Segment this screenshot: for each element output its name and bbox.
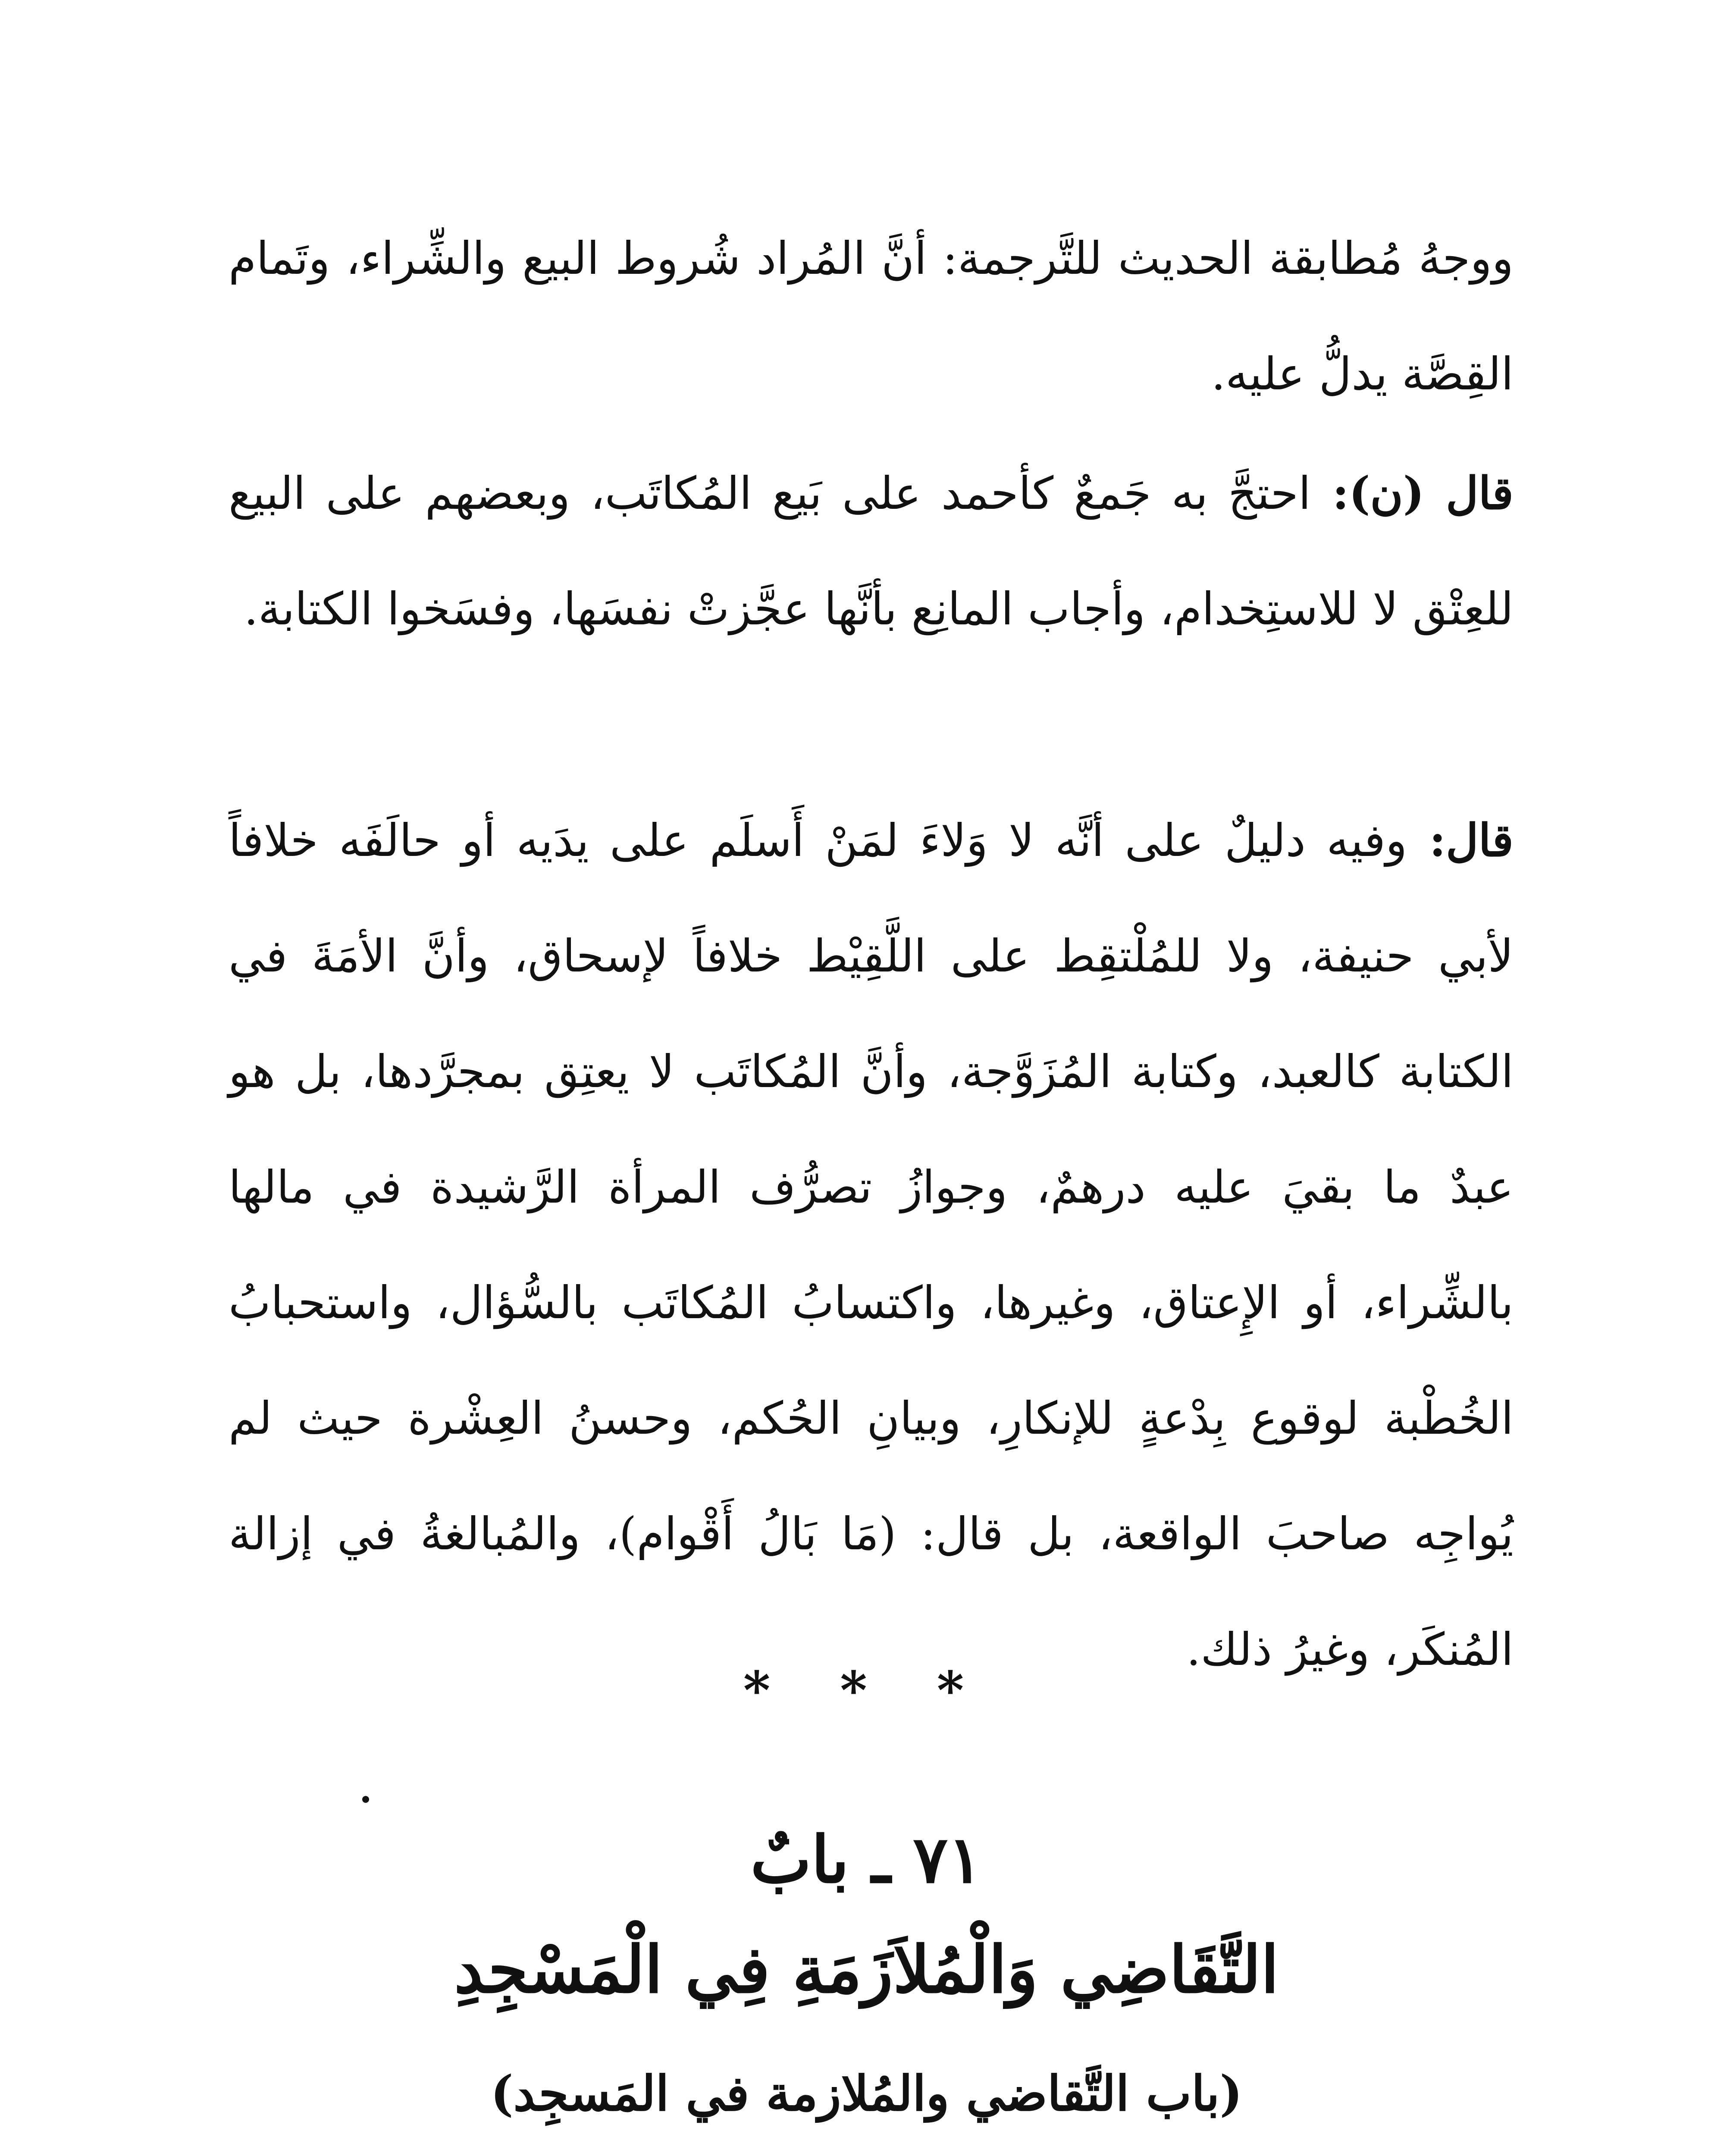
chapter-subtitle: (باب التَّقاضي والمُلازمة في المَسجِد) — [490, 2065, 1243, 2122]
paragraph-text: احتجَّ به جَمعٌ كأحمد على بَيع المُكاتَب، وبعضهم على البيع للعِتْق لا للاستِخدام، وأجاب المانِع بأنَّها عجَّزتْ نفسَها، وفسَخوا الكتابة. — [229, 467, 1514, 635]
paragraph-lead: قال: — [1407, 814, 1514, 867]
paragraph-3 — [229, 783, 1514, 1707]
chapter-title: التَّقَاضِي وَالْمُلاَزَمَةِ فِي الْمَسْجِدِ — [454, 1932, 1279, 2008]
paragraph-text: ووجهُ مُطابقة الحديث للتَّرجمة: أنَّ المُراد شُروط البيع والشِّراء، وتَمام القِصَّة يدلُّ عليه. — [229, 232, 1514, 400]
paragraph-2 — [229, 436, 1514, 667]
paragraph-lead: قال (ن): — [1310, 467, 1514, 520]
paragraph-text: وفيه دليلٌ على أنَّه لا وَلاءَ لمَنْ أَسلَم على يدَيه أو حالَفَه خلافاً لأبي حنيفة، ولا للمُلْتقِط على اللَّقِيْط خلافاً لإسحاق، وأنَّ الأمَةَ في الكتابة كالعبد، وكتابة المُزَوَّجة، وأنَّ المُكاتَب لا يعتِق بمجرَّدها، بل هو عبدٌ ما بقيَ عليه درهمٌ، وجوازُ تصرُّف المرأة الرَّشيدة في مالها بالشِّراء، أو الإِعتاق، وغيرها، واكتسابُ المُكاتَب بالسُّؤال، واستحبابُ الخُطْبة لوقوع بِدْعةٍ للإنكارِ، وبيانِ الحُكم، وحسنُ العِشْرة حيث لم يُواجِه صاحبَ الواقعة، بل قال: (مَا بَالُ أَقْوام)، والمُبالغةُ في إزالة المُنكَر، وغيرُ ذلك. — [229, 814, 1514, 1676]
chapter-number: ٧١ ـ بابٌ — [750, 1822, 983, 1898]
stray-ink-dot — [362, 1796, 369, 1803]
section-separator: * * * — [743, 1660, 990, 1721]
paragraph-1 — [229, 201, 1514, 432]
